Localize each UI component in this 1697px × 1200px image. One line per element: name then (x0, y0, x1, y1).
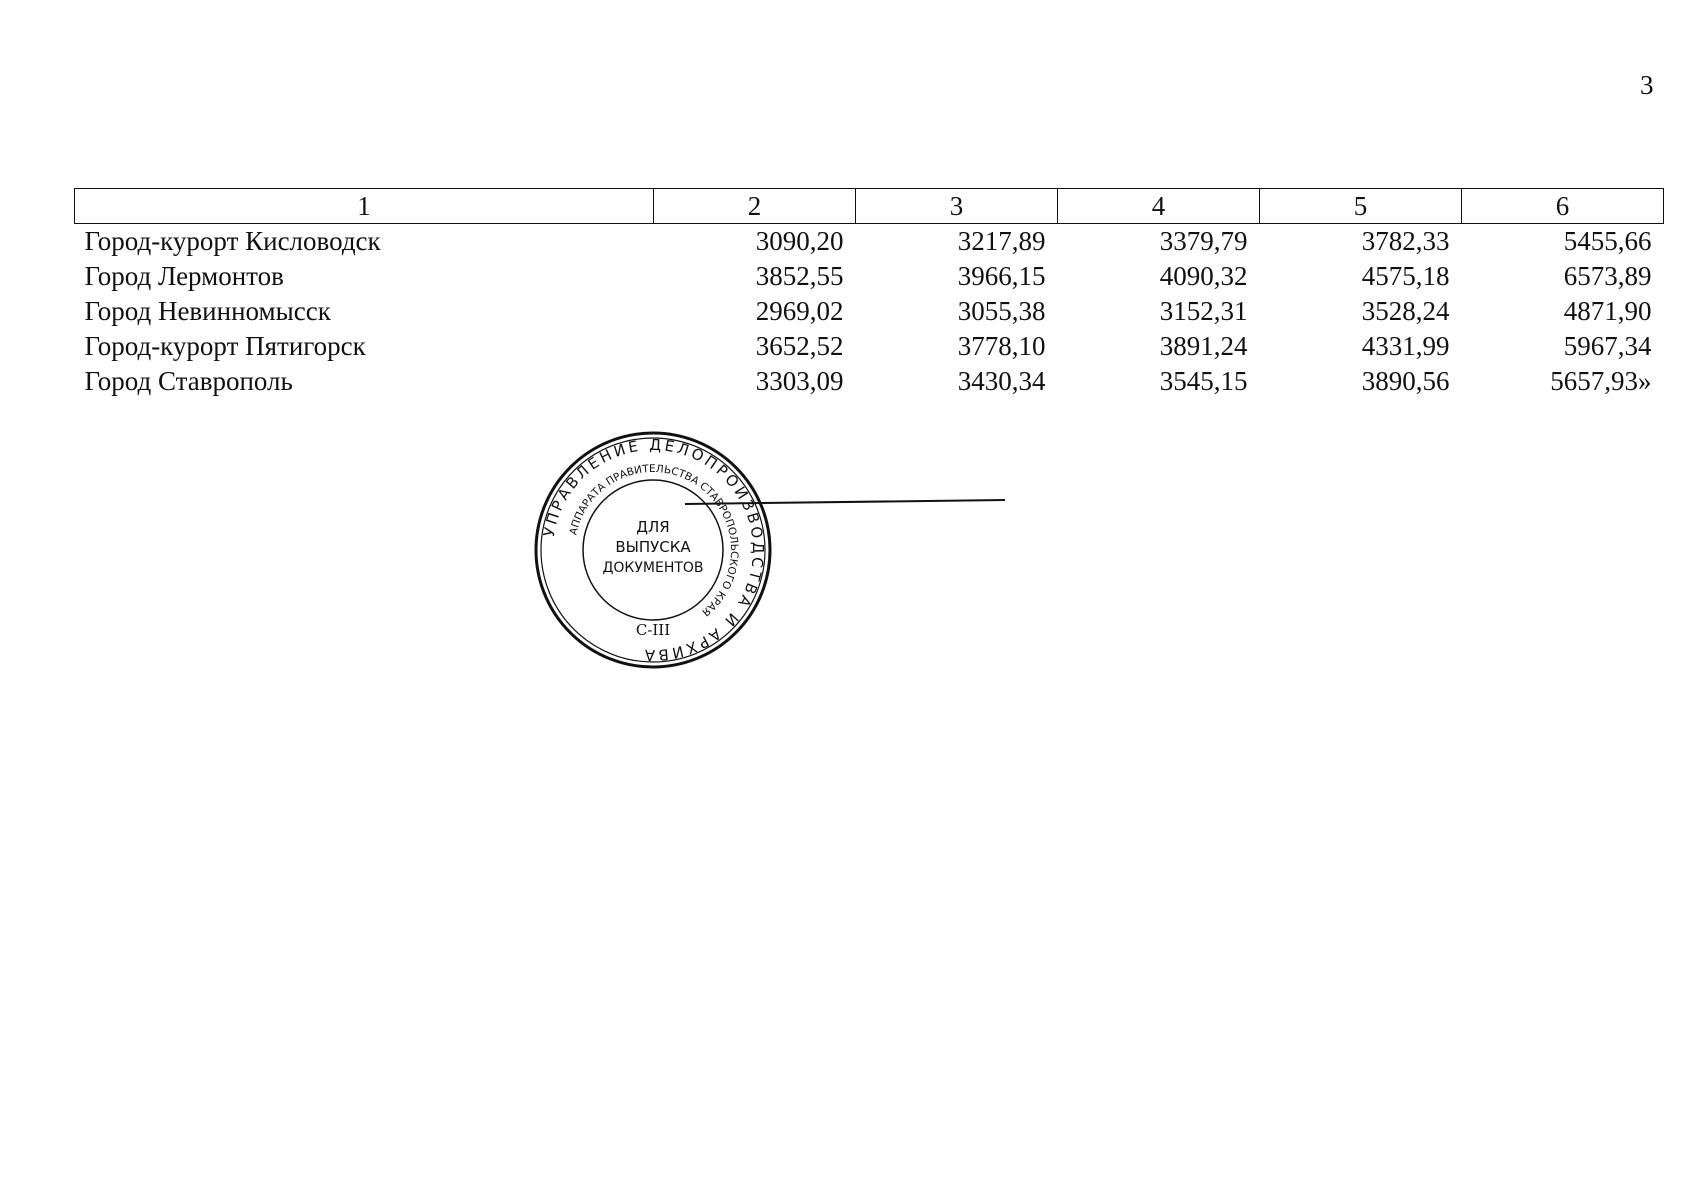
city-name: Город-курорт Пятигорск (84, 331, 366, 361)
table-row (75, 329, 1664, 364)
table-cell: 3528,24 (1361, 296, 1450, 326)
city-name: Город Лермонтов (84, 261, 284, 291)
table-cell: 6573,89 (1563, 261, 1652, 291)
table-header-row (75, 189, 1664, 224)
city-name: Город-курорт Кисловодск (84, 226, 381, 256)
city-name: Город Ставрополь (84, 366, 293, 396)
table-cell: 4090,32 (1159, 261, 1248, 291)
table-cell: 3217,89 (957, 226, 1046, 256)
stamp-code: С-III (635, 621, 671, 639)
stamp-center-line-2: ВЫПУСКА (615, 538, 691, 556)
table-cell: 5455,66 (1563, 226, 1652, 256)
column-header: 1 (75, 189, 654, 224)
table-cell: 4871,90 (1563, 296, 1652, 326)
table-cell: 3778,10 (957, 331, 1046, 361)
table-row (75, 224, 1664, 260)
city-name: Город Невинномысск (84, 296, 331, 326)
table-cell: 3852,55 (755, 261, 844, 291)
table-cell: 3782,33 (1361, 226, 1450, 256)
table-cell: 3430,34 (957, 366, 1046, 396)
table-cell: 3379,79 (1159, 226, 1248, 256)
column-header: 3 (856, 189, 1058, 224)
column-header: 6 (1462, 189, 1664, 224)
data-table (74, 188, 1664, 399)
table-cell: 3303,09 (755, 366, 844, 396)
table-cell: 4331,99 (1361, 331, 1450, 361)
table-cell: 3545,15 (1159, 366, 1248, 396)
table-row (75, 259, 1664, 294)
table-cell: 3090,20 (755, 226, 844, 256)
table-cell: 3891,24 (1159, 331, 1248, 361)
stamp-center-line-1: ДЛЯ (636, 518, 670, 536)
official-stamp (533, 430, 773, 670)
table-row (75, 364, 1664, 399)
table-cell: 5657,93» (1550, 366, 1652, 396)
table-cell: 4575,18 (1361, 261, 1450, 291)
table-cell: 2969,02 (755, 296, 844, 326)
table-cell: 3652,52 (755, 331, 844, 361)
table-cell: 3890,56 (1361, 366, 1450, 396)
column-header: 4 (1058, 189, 1260, 224)
page-number: 3 (1640, 70, 1654, 100)
stamp-center-line-3: ДОКУМЕНТОВ (602, 560, 704, 576)
stamp-inner-ring-text: АППАРАТА ПРАВИТЕЛЬСТВА СТАВРОПОЛЬСКОГО КРАЯ (567, 462, 741, 619)
table-cell: 3055,38 (957, 296, 1046, 326)
table-row (75, 294, 1664, 329)
table-cell: 3152,31 (1159, 296, 1248, 326)
table-cell: 3966,15 (957, 261, 1046, 291)
column-header: 2 (654, 189, 856, 224)
stamp-outer-text: УПРАВЛЕНИЕ ДЕЛОПРОИЗВОДСТВА И АРХИВА (539, 435, 768, 665)
table-cell: 5967,34 (1563, 331, 1652, 361)
column-header: 5 (1260, 189, 1462, 224)
